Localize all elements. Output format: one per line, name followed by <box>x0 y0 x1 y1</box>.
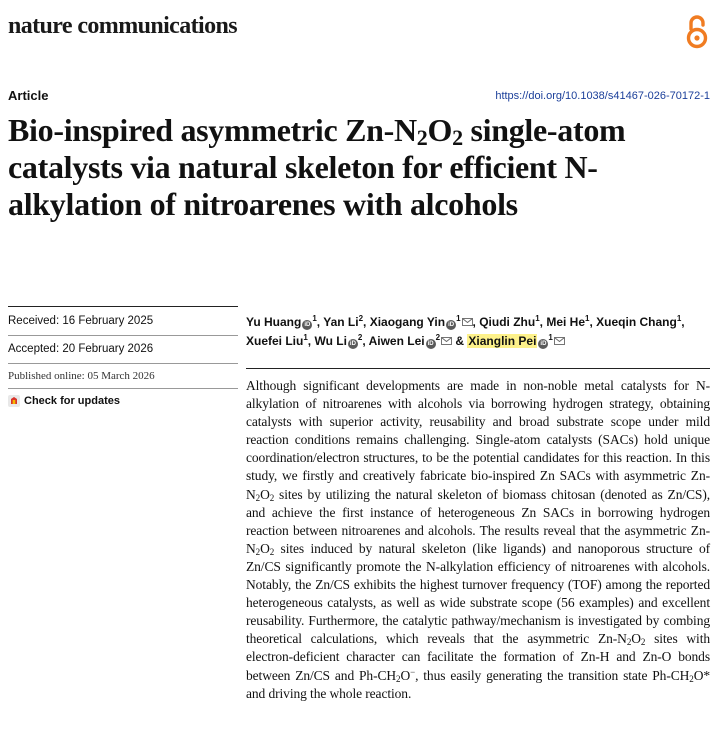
affiliation-number: 2 <box>358 314 364 323</box>
author[interactable] <box>370 315 473 329</box>
author-name: Xianglin Pei <box>468 334 537 348</box>
divider <box>8 306 238 307</box>
author-separator: , <box>362 334 369 348</box>
author-name: Xueqin Chang <box>596 315 677 329</box>
author-separator: & <box>452 334 468 348</box>
check-for-updates-label: Check for updates <box>24 395 120 407</box>
email-icon[interactable] <box>462 318 473 326</box>
affiliation-number: 1 <box>548 333 553 342</box>
affiliation-number: 1 <box>303 333 308 342</box>
divider <box>8 363 238 364</box>
author-separator: , <box>539 315 547 329</box>
author-name: Yu Huang <box>246 315 302 329</box>
author-separator: , <box>363 315 370 329</box>
journal-title[interactable]: nature communications <box>8 13 237 39</box>
orcid-icon[interactable]: iD <box>349 341 356 347</box>
affiliation-number: 1 <box>456 314 461 323</box>
divider <box>8 388 238 389</box>
published-date: Published online: 05 March 2026 <box>8 370 155 382</box>
affiliation-number: 2 <box>435 333 441 342</box>
author[interactable] <box>246 315 317 329</box>
affiliation-number: 1 <box>535 314 540 323</box>
author[interactable] <box>546 315 589 329</box>
author[interactable] <box>467 334 564 348</box>
author-separator: , <box>589 315 597 329</box>
author-separator: , <box>681 315 685 329</box>
author[interactable] <box>323 315 363 329</box>
article-title: Bio-inspired asymmetric $Zn-N_2O_2$ single-atom catalysts via natural skeleton for efficient N-alkylation of nitroarenes with alcohols <box>8 112 626 222</box>
author-name: Aiwen Lei <box>368 334 425 348</box>
orcid-icon[interactable]: iD <box>427 341 434 347</box>
doi-link[interactable]: https://doi.org/10.1038/s41467-026-70172-1 <box>495 90 710 102</box>
author-name: Xiaogang Yin <box>369 315 446 329</box>
author-separator: , <box>316 315 324 329</box>
article-type: Article <box>8 88 49 103</box>
author-name: Wu Li <box>314 334 347 348</box>
author[interactable] <box>314 334 362 348</box>
check-updates-icon <box>8 395 20 407</box>
accepted-date: Accepted: 20 February 2026 <box>8 343 154 355</box>
affiliation-number: 1 <box>676 314 682 323</box>
affiliation-number: 2 <box>357 333 363 342</box>
email-icon[interactable] <box>441 337 452 345</box>
abstract: Although significant developments are made in non-noble metal catalysts for N-alkylation of nitroarenes with alcohols via borrowing hydrogen strategy, obtaining catalysts with superior activity, reusability and broad substrate scope under mild reaction conditions remains challenging. Single-atom catalysts (SACs) hold unique coordination/electron structures, to be the potential candidates for this reaction. In this study, we firstly and creatively fabricate bio-inspired Zn SACs with asymmetric $Zn-N_2O_2$ sites by utilizing the natural skeleton of biomass chitosan (denoted as Zn/CS), and achieve the first instance of heterogeneous Zn SACs in borrowing hydrogen reaction between nitroarenes and alcohols. The results reveal that the asymmetric $Zn-N_2O_2$ sites induced by natural skeleton (like ligands) and nanoporous structure of Zn/CS significantly promote the N-alkylation efficiency of nitroarenes with alcohols. Notably, the Zn/CS exhibits the highest turnover frequency (TOF) among the reported heterogeneous catalysts, as well as wide substrate scope (56 examples) and excellent reusability. Furthermore, the catalytic pathway/mechanism is investigated by combing theoretical calculations, which reveals that the asymmetric $Zn-N_2O_2$ sites with electron-deficient character can facilitate the formation of Zn-H and Zn-O bonds between Zn/CS and $Ph-CH_2O^-$, thus easily generating the transition state $Ph-CH_2O*$ and driving the whole reaction. <box>246 378 710 701</box>
author[interactable] <box>246 334 308 348</box>
orcid-icon[interactable]: iD <box>304 322 311 328</box>
divider <box>8 335 238 336</box>
author-name: Mei He <box>546 315 586 329</box>
affiliation-number: 1 <box>312 314 317 323</box>
author[interactable] <box>369 334 452 348</box>
open-access-icon <box>684 13 710 49</box>
author-separator: , <box>472 315 480 329</box>
check-for-updates-button[interactable] <box>8 395 120 407</box>
author-name: Yan Li <box>323 315 359 329</box>
received-date: Received: 16 February 2025 <box>8 315 154 327</box>
email-icon[interactable] <box>554 337 565 345</box>
affiliation-number: 1 <box>585 314 590 323</box>
author-list <box>246 313 710 351</box>
author[interactable] <box>479 315 539 329</box>
orcid-icon[interactable]: iD <box>540 341 547 347</box>
author-name: Xuefei Liu <box>246 334 304 348</box>
author-name: Qiudi Zhu <box>479 315 536 329</box>
author[interactable] <box>596 315 681 329</box>
author-separator: , <box>307 334 315 348</box>
orcid-icon[interactable]: iD <box>448 322 455 328</box>
divider <box>246 368 710 369</box>
